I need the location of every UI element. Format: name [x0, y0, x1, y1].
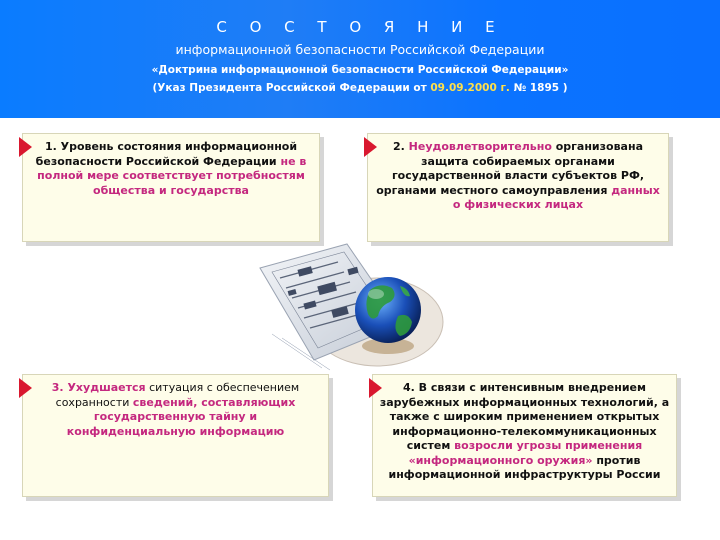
- card-4: [372, 374, 677, 497]
- card-4-highlight: возросли угрозы применения «информационного оружия»: [408, 439, 643, 467]
- card-2-main: организована защита собираемых органами государственной власти субъектов РФ, органами местного самоуправления: [376, 140, 645, 197]
- card-3-highlight-1: 3. Ухудшается: [51, 381, 146, 394]
- card-1: [22, 133, 320, 242]
- doctrine-title: «Доктрина информационной безопасности Российской Федерации»: [151, 64, 569, 76]
- decree-suffix: № 1895 ): [509, 82, 568, 94]
- card-1-highlight: не в полной мере соответствует потребностям общества и государства: [37, 154, 307, 197]
- decree-prefix: (Указ Президента Российской Федерации от: [152, 82, 431, 94]
- page-title: С О С Т О Я Н И Е: [216, 18, 504, 36]
- card-1-main: 1. Уровень состояния информационной безопасности Российской Федерации: [35, 140, 298, 168]
- card-4-main: 4. В связи с интенсивным внедрением зарубежных информационных технологий, а также с широким применением открытых информационно-телекоммуникационных систем: [379, 381, 670, 452]
- card-3-main: ситуация с обеспечением сохранности: [55, 381, 300, 409]
- decree-date: 09.09.2000 г.: [430, 82, 510, 94]
- card-2-number: 2.: [392, 140, 409, 153]
- decree-reference: [0, 82, 720, 94]
- card-3-highlight-2: сведений, составляющих государственную тайну и конфиденциальную информацию: [66, 395, 296, 438]
- card-4-text: [379, 381, 670, 483]
- card-3: [22, 374, 329, 497]
- card-1-text: [29, 140, 313, 198]
- card-2: [367, 133, 669, 242]
- card-2-highlight-1: Неудовлетворительно: [408, 140, 552, 153]
- card-4-tail: против информационной инфраструктуры России: [388, 453, 661, 481]
- card-2-highlight-2: данных о физических лицах: [452, 183, 660, 211]
- globe-on-circuit-board-icon: [252, 238, 452, 373]
- title-banner: [0, 0, 720, 118]
- card-2-text: [374, 140, 662, 213]
- page-subtitle: информационной безопасности Российской Федерации: [175, 42, 545, 57]
- card-3-text: [29, 381, 322, 439]
